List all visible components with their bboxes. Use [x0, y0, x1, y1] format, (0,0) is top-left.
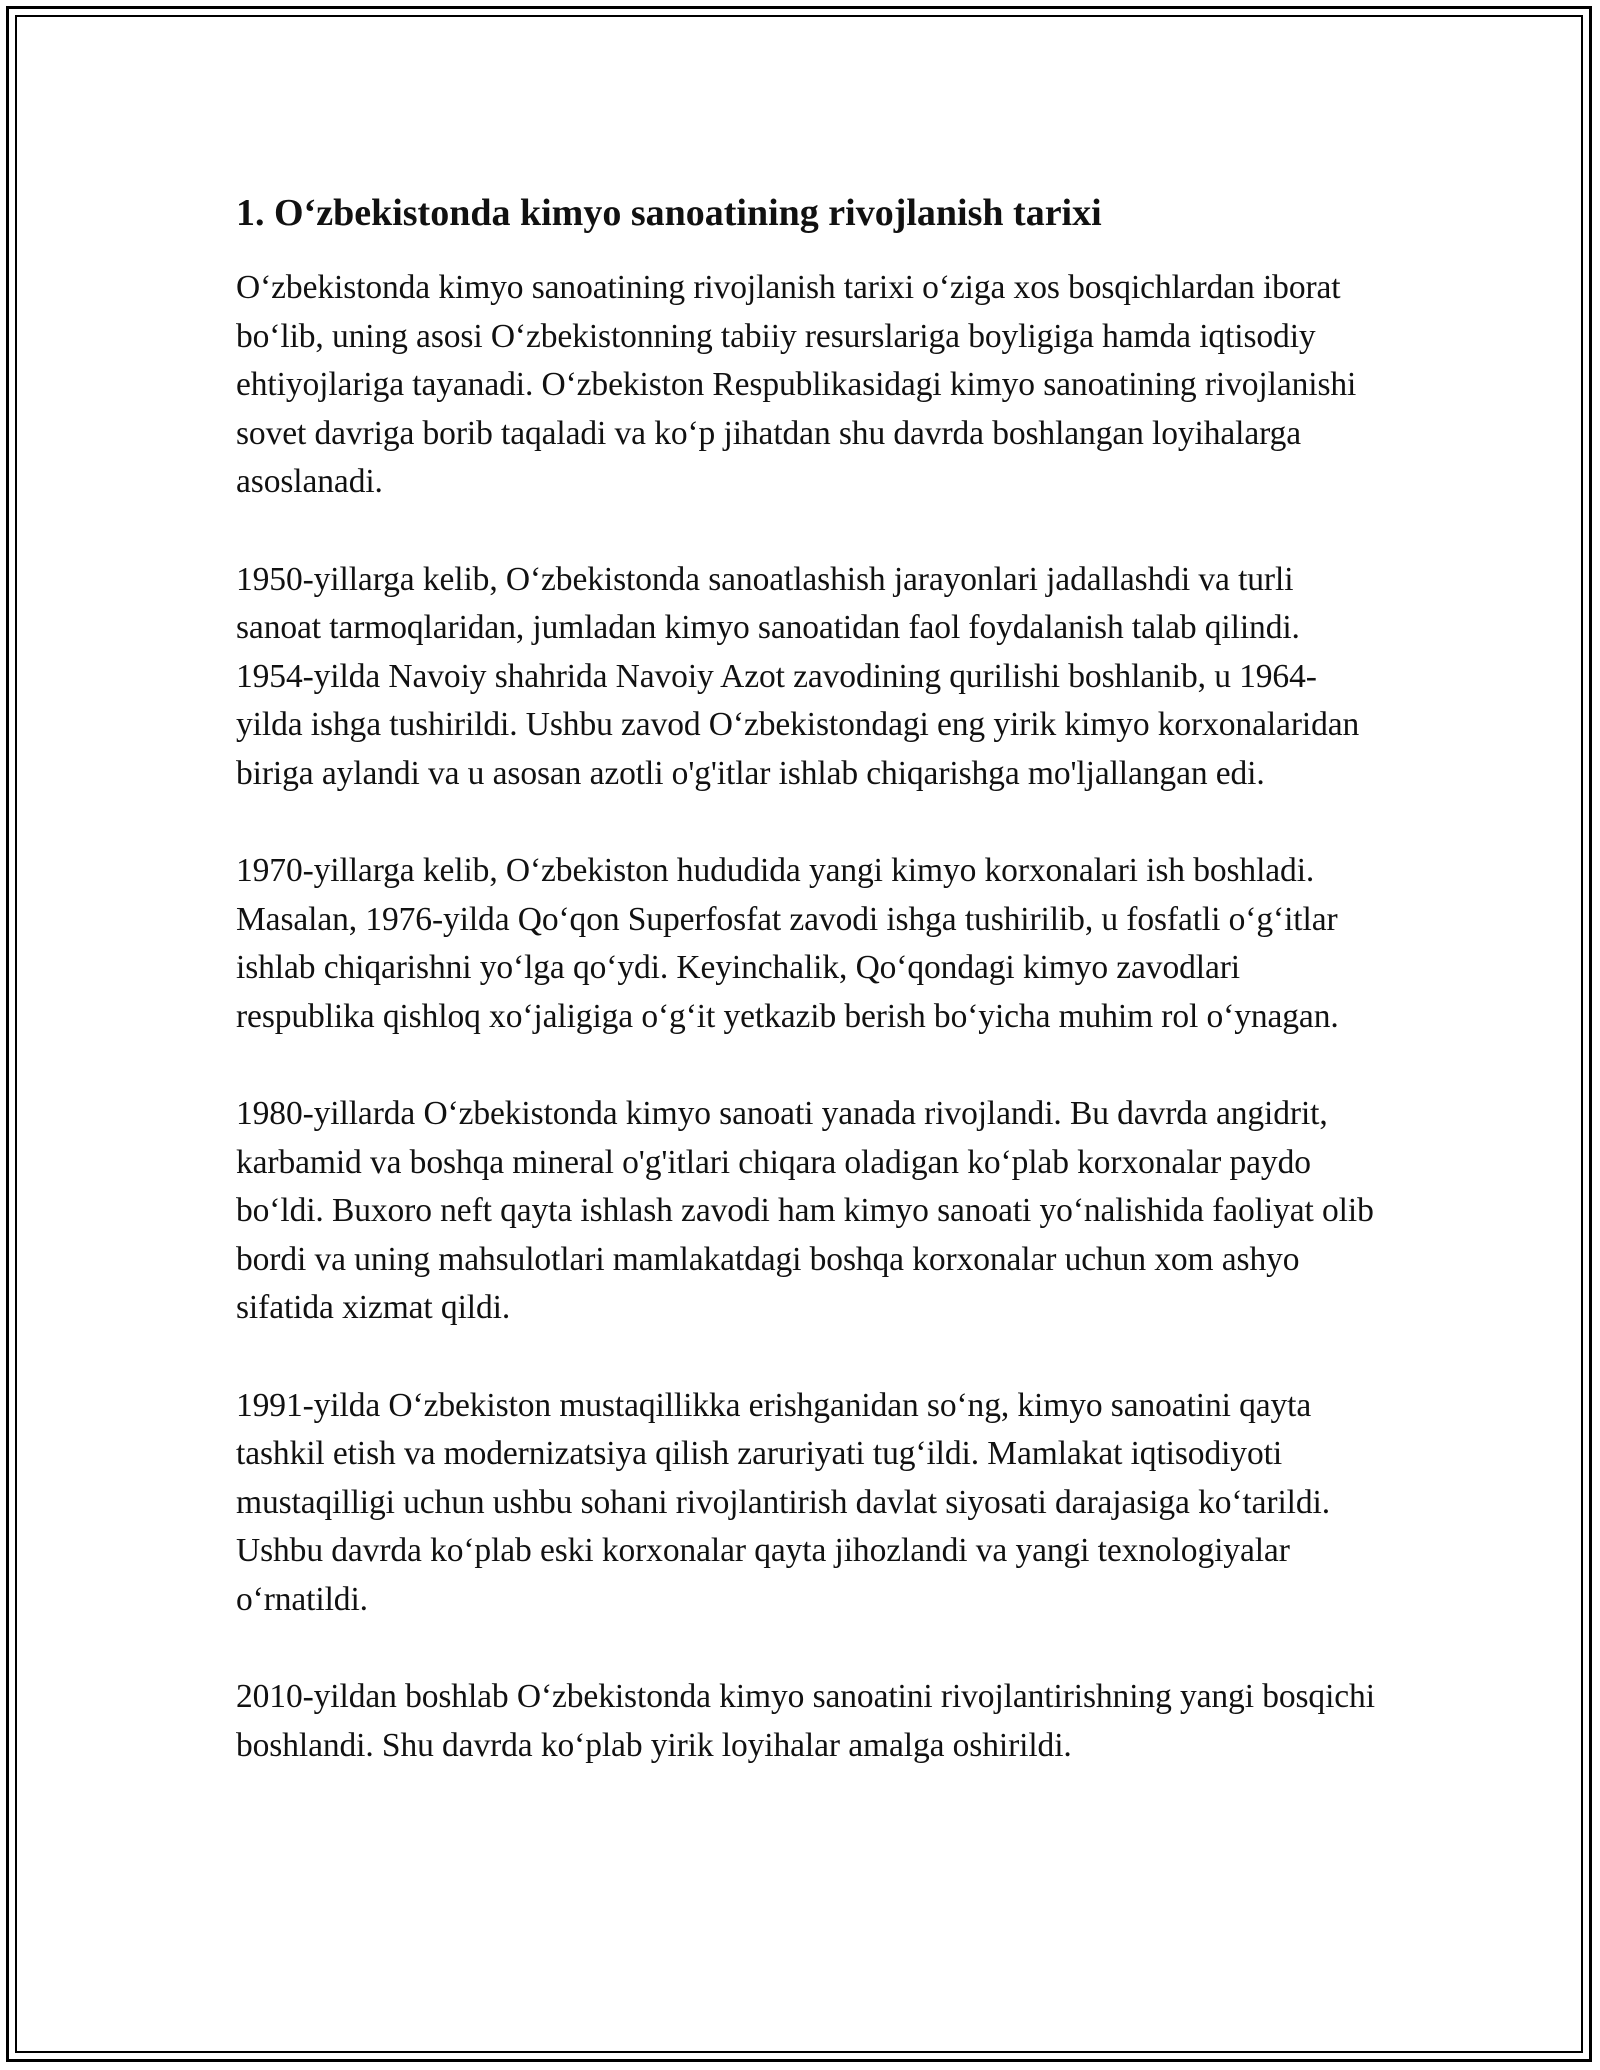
- paragraph-intro: O‘zbekistonda kimyo sanoatining rivojlanish tarixi o‘ziga xos bosqichlardan iborat bo‘lib, uning asosi O‘zbekistonning tabiiy resurslariga boyligiga hamda iqtisodiy ehtiyojlariga tayanadi. O‘zbekiston Respublikasidagi kimyo sanoatining rivojlanishi sovet davriga borib taqaladi va ko‘p jihatdan shu davrda boshlangan loyihalarga asoslanadi.: [236, 269, 1357, 500]
- paragraph-1970s: 1970-yillarga kelib, O‘zbekiston hududida yangi kimyo korxonalari ish boshladi. Masalan, 1976-yilda Qo‘qon Superfosfat zavodi ishga tushirilib, u fosfatli o‘g‘itlar ishlab chiqarishni yo‘lga qo‘ydi. Keyinchalik, Qo‘qondagi kimyo zavodlari respublika qishloq xo‘jaligiga o‘g‘it yetkazib berish bo‘yicha muhim rol o‘ynagan.: [236, 852, 1339, 1035]
- document-body: [236, 188, 1376, 1819]
- paragraph-2010: 2010-yildan boshlab O‘zbekistonda kimyo sanoatini rivojlantirishning yangi bosqichi boshlandi. Shu davrda ko‘plab yirik loyihalar amalga oshirildi.: [236, 1678, 1375, 1764]
- paragraph-1950s: 1950-yillarga kelib, O‘zbekistonda sanoatlashish jarayonlari jadallashdi va turli sanoat tarmoqlaridan, jumladan kimyo sanoatidan faol foydalanish talab qilindi. 1954-yilda Navoiy shahrida Navoiy Azot zavodining qurilishi boshlanib, u 1964-yilda ishga tushirildi. Ushbu zavod O‘zbekistondagi eng yirik kimyo korxonalaridan biriga aylandi va u asosan azotli o'g'itlar ishlab chiqarishga mo'ljallangan edi.: [236, 560, 1360, 792]
- document-title: 1. O‘zbekistonda kimyo sanoatining rivojlanish tarixi: [236, 192, 1102, 234]
- paragraph-1991: 1991-yilda O‘zbekiston mustaqillikka erishganidan so‘ng, kimyo sanoatini qayta tashkil etish va modernizatsiya qilish zaruriyati tug‘ildi. Mamlakat iqtisodiyoti mustaqilligi uchun ushbu sohani rivojlantirish davlat siyosati darajasiga ko‘tarildi. Ushbu davrda ko‘plab eski korxonalar qayta jihozlandi va yangi texnologiyalar o‘rnatildi.: [236, 1386, 1331, 1618]
- paragraph-1980s: 1980-yillarda O‘zbekistonda kimyo sanoati yanada rivojlandi. Bu davrda angidrit, karbamid va boshqa mineral o'g'itlari chiqara oladigan ko‘plab korxonalar paydo bo‘ldi. Buxoro neft qayta ishlash zavodi ham kimyo sanoati yo‘nalishida faoliyat olib bordi va uning mahsulotlari mamlakatdagi boshqa korxonalar uchun xom ashyo sifatida xizmat qildi.: [236, 1095, 1374, 1326]
